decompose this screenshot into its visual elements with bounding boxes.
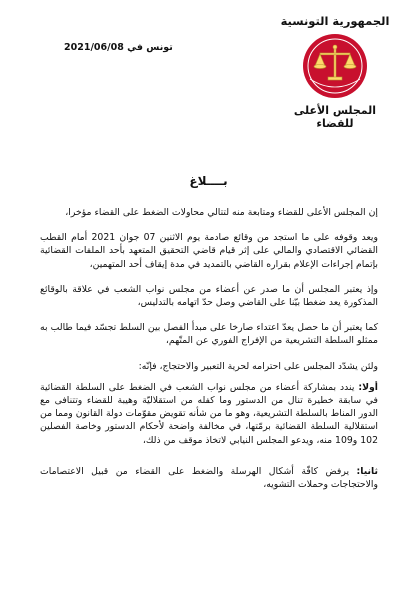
paragraph-freedom: ولئن يشدّد المجلس على احترامه لحرية التعبير والاحتجاج، فإنّه:	[138, 360, 378, 372]
document-date: تونس في 2021/06/08	[64, 42, 173, 53]
paragraph-facts: ويعد وقوفه على ما استجد من وقائع صادمة يوم الاثنين 07 جوان 2021 أمام القطب القضائي الاقتصادي والمالي على إثر قيام قاضي التحقيق المتعهد بأحد الملفات القضائية بإتمام إجراءات الإعلام بقراره القاضي بالتمديد في مدة إيقاف أحد المتهمين،	[40, 232, 379, 270]
first-point-label: أولا:	[358, 381, 378, 393]
second-point-label: ثانيا:	[356, 465, 378, 477]
first-point-text: يندد بمشاركة أعضاء من مجلس نواب الشعب في الضغط على السلطة القضائية في سابقة خطيرة تنال من الدستور وما كفله من استقلاليّة وهيبة للقضاء وتتنافى مع الدور المناط بالسلطة التشريعية، وهو ما من شأنه تقويض مقوّمات دولة القانون ومما من استقلالية السلطة القضائية برمّتها، في مخالفة واضحة لأحكام الدستور وخاصة الفصلين 102 و109 منه، ويدعو المجلس النيابي لاتخاذ موقف من ذلك،	[40, 381, 378, 446]
paragraph-pressure: وإذ يعتبر المجلس أن ما صدر عن أعضاء من مجلس نواب الشعب في علاقة بالوقائع المذكورة يعد ضغطا بيّنا على القاضي وصل حدّ اتهامه بالتدليس،	[40, 283, 378, 309]
document-title: بــــلاغ	[189, 174, 228, 188]
document-body	[40, 206, 378, 503]
letterhead	[275, 14, 395, 130]
paragraph-separation-of-powers: كما يعتبر أن ما حصل يعدّ اعتداء صارخا على مبدأ الفصل بين السلط تجسّد فيما طالب به ممثلو السلطة التشريعية من الإفراج الفوري عن المتّهم،	[40, 322, 378, 347]
council-emblem-icon	[296, 31, 374, 101]
paragraph-intro: إن المجلس الأعلى للقضاء ومتابعة منه لتتالي محاولات الضغط على القضاء مؤخرا،	[65, 207, 378, 218]
paragraph-second-point	[40, 465, 378, 491]
second-point-text: يرفض كافّة أشكال الهرسلة والضغط على القضاء من قبيل الاعتصامات والاحتجاجات وحملات التشويه،	[40, 465, 378, 491]
paragraph-first-point	[40, 381, 378, 447]
republic-heading: الجمهورية التونسية	[280, 14, 390, 28]
council-name: المجلس الأعلى للقضاء	[293, 104, 377, 130]
